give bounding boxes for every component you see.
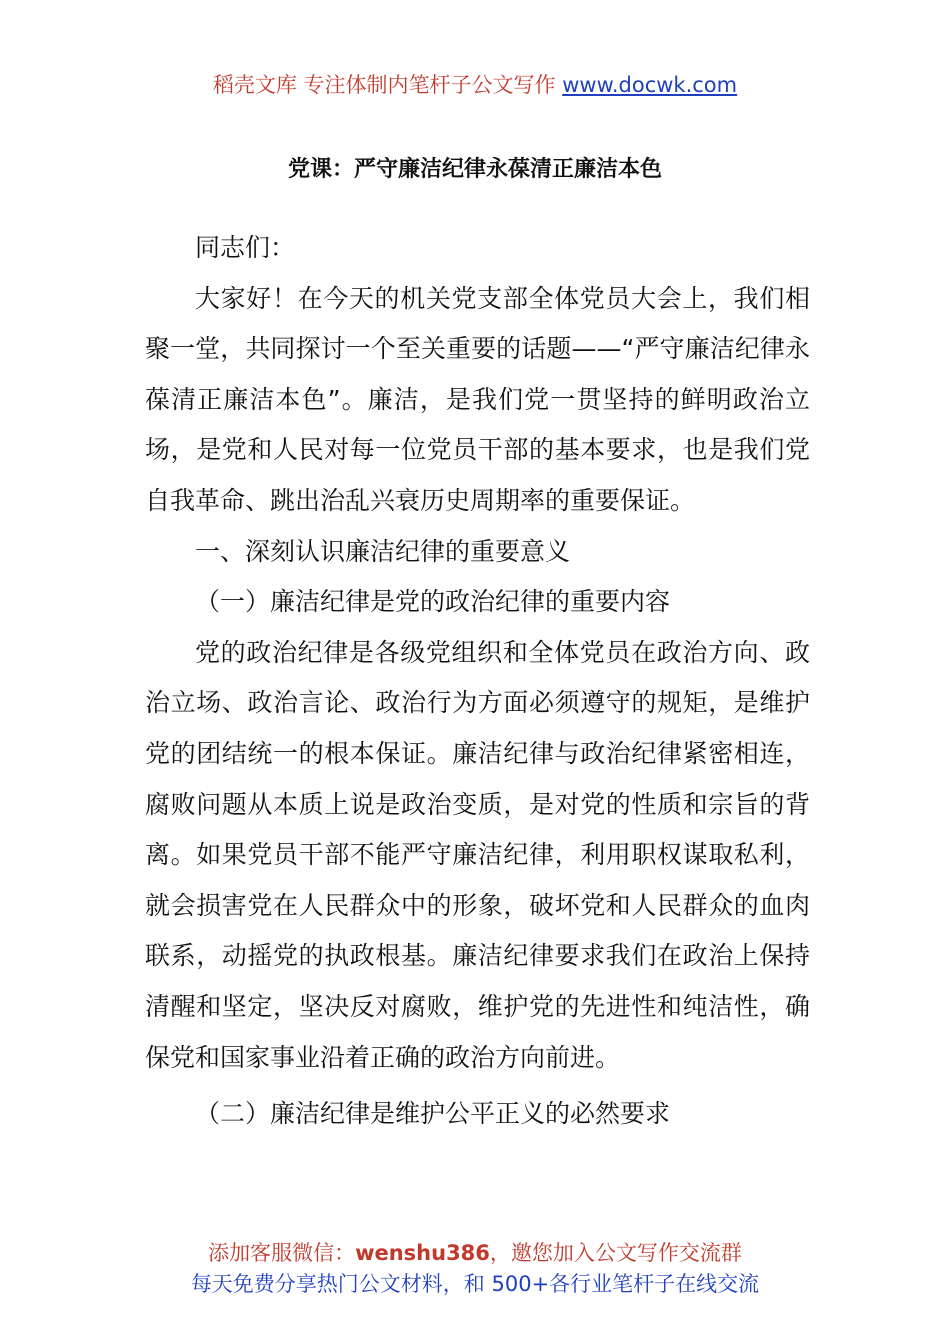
page-footer xyxy=(0,1238,950,1300)
footer-line-1-suffix: ，邀您加入公文写作交流群 xyxy=(489,1241,742,1265)
subsection-heading-2: （二）廉洁纪律是维护公平正义的必然要求 xyxy=(195,1099,671,1129)
intro-paragraph: 大家好！在今天的机关党支部全体党员大会上，我们相聚一堂，共同探讨一个至关重要的话题——“严守廉洁纪律永葆清正廉洁本色”。廉洁，是我们党一贯坚持的鲜明政治立场，是党和人民对每一位党员干部的基本要求，也是我们党自我革命、跳出治乱兴衰历史周期率的重要保证。 xyxy=(145,283,810,515)
greeting-paragraph: 同志们： xyxy=(195,233,296,262)
document-body xyxy=(145,223,810,1140)
footer-line-2: 每天免费分享热门公文材料，和 500+各行业笔杆子在线交流 xyxy=(190,1272,760,1296)
header-url-link[interactable]: www.docwk.com xyxy=(562,73,738,97)
subsection-heading-1: （一）廉洁纪律是党的政治纪律的重要内容 xyxy=(195,587,671,617)
document-title: 党课：严守廉洁纪律永葆清正廉洁本色 xyxy=(287,157,662,182)
footer-wechat-id: wenshu386 xyxy=(355,1241,490,1265)
body-paragraph-1: 党的政治纪律是各级党组织和全体党员在政治方向、政治立场、政治言论、政治行为方面必须遵守的规矩，是维护党的团结统一的根本保证。廉洁纪律与政治纪律紧密相连，腐败问题从本质上说是政治变质，是对党的性质和宗旨的背离。如果党员干部不能严守廉洁纪律，利用职权谋取私利，就会损害党在人民群众中的形象，破坏党和人民群众的血肉联系，动摇党的执政根基。廉洁纪律要求我们在政治上保持清醒和坚定，坚决反对腐败，维护党的先进性和纯洁性，确保党和国家事业沿着正确的政治方向前进。 xyxy=(145,637,810,1072)
footer-line-1 xyxy=(0,1238,950,1269)
page-header xyxy=(0,70,950,100)
header-brand-text: 稻壳文库 专注体制内笔杆子公文写作 xyxy=(212,73,556,97)
section-heading-1: 一、深刻认识廉洁纪律的重要意义 xyxy=(195,536,571,566)
footer-line-1-prefix: 添加客服微信： xyxy=(208,1241,356,1265)
